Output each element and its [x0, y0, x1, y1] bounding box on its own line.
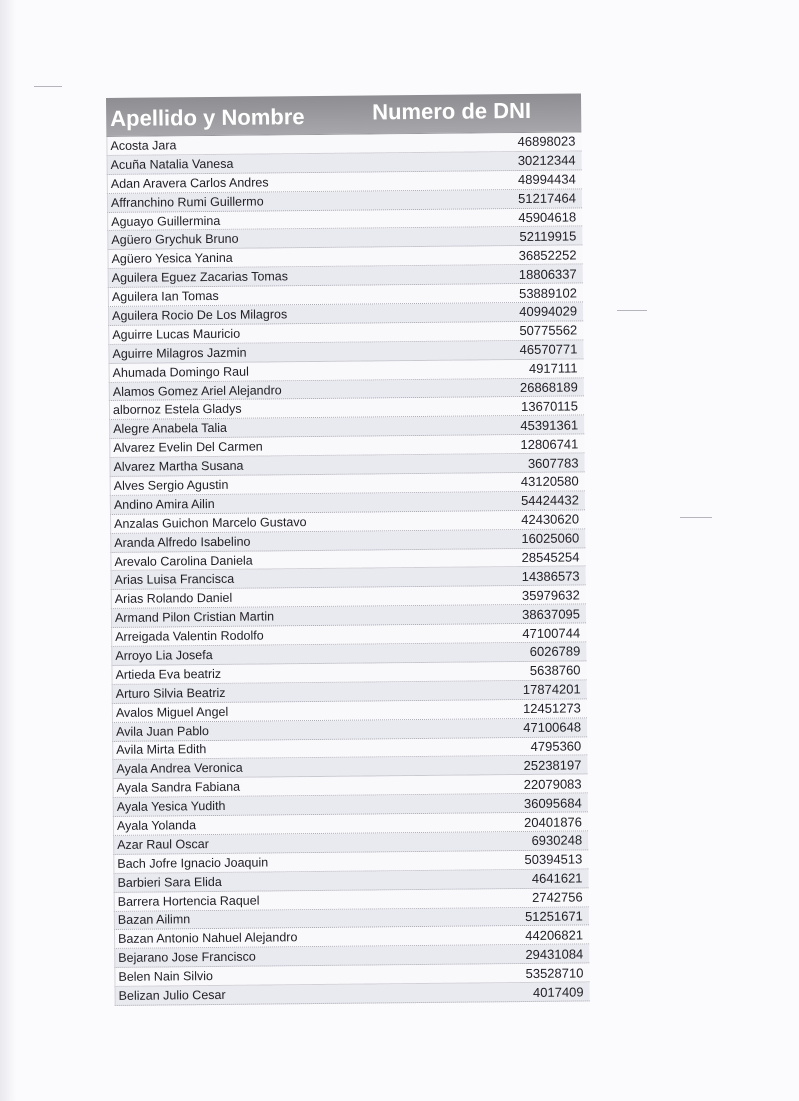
scan-shadow-edge	[0, 0, 16, 1101]
dni-number: 14386573	[521, 568, 580, 584]
person-name: Belizan Julio Cesar	[118, 987, 226, 1003]
person-name: Aguirre Lucas Mauricio	[112, 326, 241, 342]
dni-number: 46898023	[517, 133, 576, 150]
person-name: Acuña Natalia Vanesa	[110, 156, 234, 172]
person-name: Belen Nain Silvio	[118, 969, 214, 985]
dni-number: 4017409	[532, 983, 584, 1000]
dni-number: 12451273	[522, 700, 581, 717]
dni-number: 45904618	[518, 209, 577, 226]
dni-number: 51217464	[518, 190, 577, 207]
dni-number: 6026789	[529, 643, 581, 660]
dni-number: 17874201	[522, 681, 581, 698]
person-name: Alvarez Evelin Del Carmen	[113, 439, 263, 456]
person-name: Aranda Alfredo Isabelino	[114, 534, 251, 550]
person-name: Avila Mirta Edith	[116, 742, 207, 758]
dni-number: 36095684	[523, 795, 582, 811]
person-name: Aguilera Ian Tomas	[111, 288, 219, 305]
person-name: Ayala Sandra Fabiana	[116, 779, 241, 796]
table-row	[115, 982, 590, 1005]
person-name: Arroyo Lia Josefa	[115, 647, 213, 663]
dni-number: 36852252	[518, 247, 577, 263]
dni-table	[106, 93, 590, 1005]
dni-number: 38637095	[522, 606, 581, 622]
person-name: Azar Raul Oscar	[117, 836, 209, 852]
person-name: Ayala Andrea Veronica	[116, 761, 243, 777]
person-name: Acosta Jara	[110, 138, 177, 153]
person-name: Aguayo Guillermina	[111, 213, 221, 229]
dni-number: 44206821	[525, 927, 584, 943]
table-body	[106, 132, 589, 1005]
person-name: Agüero Grychuk Bruno	[111, 232, 239, 248]
dni-number: 40994029	[519, 303, 578, 320]
person-name: Agüero Yesica Yanina	[111, 251, 233, 267]
dni-number: 4641621	[531, 870, 583, 887]
person-name: Artieda Eva beatriz	[115, 666, 222, 682]
dni-number: 52119915	[519, 228, 577, 244]
scan-speck	[617, 310, 647, 311]
person-name: Avalos Miguel Angel	[115, 704, 229, 720]
dni-number: 3607783	[527, 455, 579, 471]
person-name: Barbieri Sara Elida	[117, 874, 222, 890]
dni-number: 20401876	[524, 813, 583, 830]
dni-number: 29431084	[525, 946, 584, 962]
dni-number: 45391361	[520, 417, 579, 433]
person-name: Avila Juan Pablo	[116, 723, 210, 739]
scan-speck	[34, 86, 62, 87]
dni-number: 54424432	[520, 492, 579, 509]
person-name: Affranchino Rumi Guillermo	[110, 194, 264, 210]
dni-number: 22079083	[523, 776, 582, 792]
person-name: Aguirre Milagros Jazmin	[112, 345, 247, 361]
dni-number: 4795360	[530, 738, 582, 754]
dni-number: 13670115	[521, 398, 579, 414]
dni-number: 53528710	[525, 965, 584, 981]
person-name: Aguilera Eguez Zacarias Tomas	[111, 269, 289, 286]
header-name: Apellido y Nombre	[110, 104, 305, 131]
dni-number: 25238197	[523, 757, 582, 773]
dni-number: 50394513	[524, 851, 583, 868]
dni-number: 51251671	[524, 908, 583, 924]
person-name: Ayala Yesica Yudith	[116, 798, 226, 815]
person-name: Arias Luisa Francisca	[114, 572, 235, 588]
person-name: Alamos Gomez Ariel Alejandro	[112, 382, 282, 399]
person-name: Alegre Anabela Talia	[113, 421, 227, 437]
dni-number: 47100744	[522, 625, 581, 641]
dni-number: 46570771	[519, 341, 578, 358]
person-name: Ahumada Domingo Raul	[112, 364, 249, 380]
dni-number: 26868189	[519, 379, 578, 396]
dni-number: 50775562	[519, 322, 578, 339]
scan-speck	[680, 517, 712, 518]
person-name: Barrera Hortencia Raquel	[117, 893, 260, 909]
person-name: Bazan Antonio Nahuel Alejandro	[118, 930, 298, 947]
person-name: Arevalo Carolina Daniela	[114, 553, 253, 569]
dni-number: 5638760	[529, 662, 581, 679]
dni-number: 12806741	[520, 436, 579, 452]
person-name: Bejarano Jose Francisco	[118, 949, 256, 966]
dni-number: 6930248	[531, 832, 583, 849]
dni-number: 30212344	[517, 152, 576, 169]
dni-number: 53889102	[518, 285, 577, 301]
header-dni: Numero de DNI	[372, 97, 532, 125]
dni-number: 47100648	[523, 719, 582, 736]
person-name: Arias Rolando Daniel	[114, 591, 233, 607]
person-name: Bach Jofre Ignacio Joaquin	[117, 855, 269, 871]
person-name: Alves Sergio Agustin	[113, 477, 229, 493]
person-name: albornoz Estela Gladys	[112, 402, 242, 418]
person-name: Andino Amira Ailin	[113, 496, 215, 512]
person-name: Arreigada Valentin Rodolfo	[115, 628, 264, 645]
dni-number: 48994434	[517, 171, 576, 188]
dni-number: 43120580	[520, 473, 579, 490]
table-header	[106, 93, 581, 137]
dni-number: 42430620	[521, 511, 580, 528]
dni-number: 2742756	[531, 889, 583, 906]
dni-number: 35979632	[521, 587, 580, 603]
person-name: Armand Pilon Cristian Martin	[114, 609, 275, 626]
person-name: Ayala Yolanda	[116, 818, 197, 833]
person-name: Arturo Silvia Beatriz	[115, 685, 226, 701]
person-name: Bazan Ailimn	[117, 912, 191, 928]
dni-number: 16025060	[521, 530, 580, 547]
dni-number: 4917111	[528, 360, 578, 377]
person-name: Aguilera Rocio De Los Milagros	[112, 307, 288, 323]
person-name: Adan Aravera Carlos Andres	[110, 175, 269, 191]
dni-number: 18806337	[518, 266, 577, 282]
person-name: Anzalas Guichon Marcelo Gustavo	[114, 514, 307, 531]
person-name: Alvarez Martha Susana	[113, 458, 244, 475]
dni-number: 28545254	[521, 549, 580, 566]
